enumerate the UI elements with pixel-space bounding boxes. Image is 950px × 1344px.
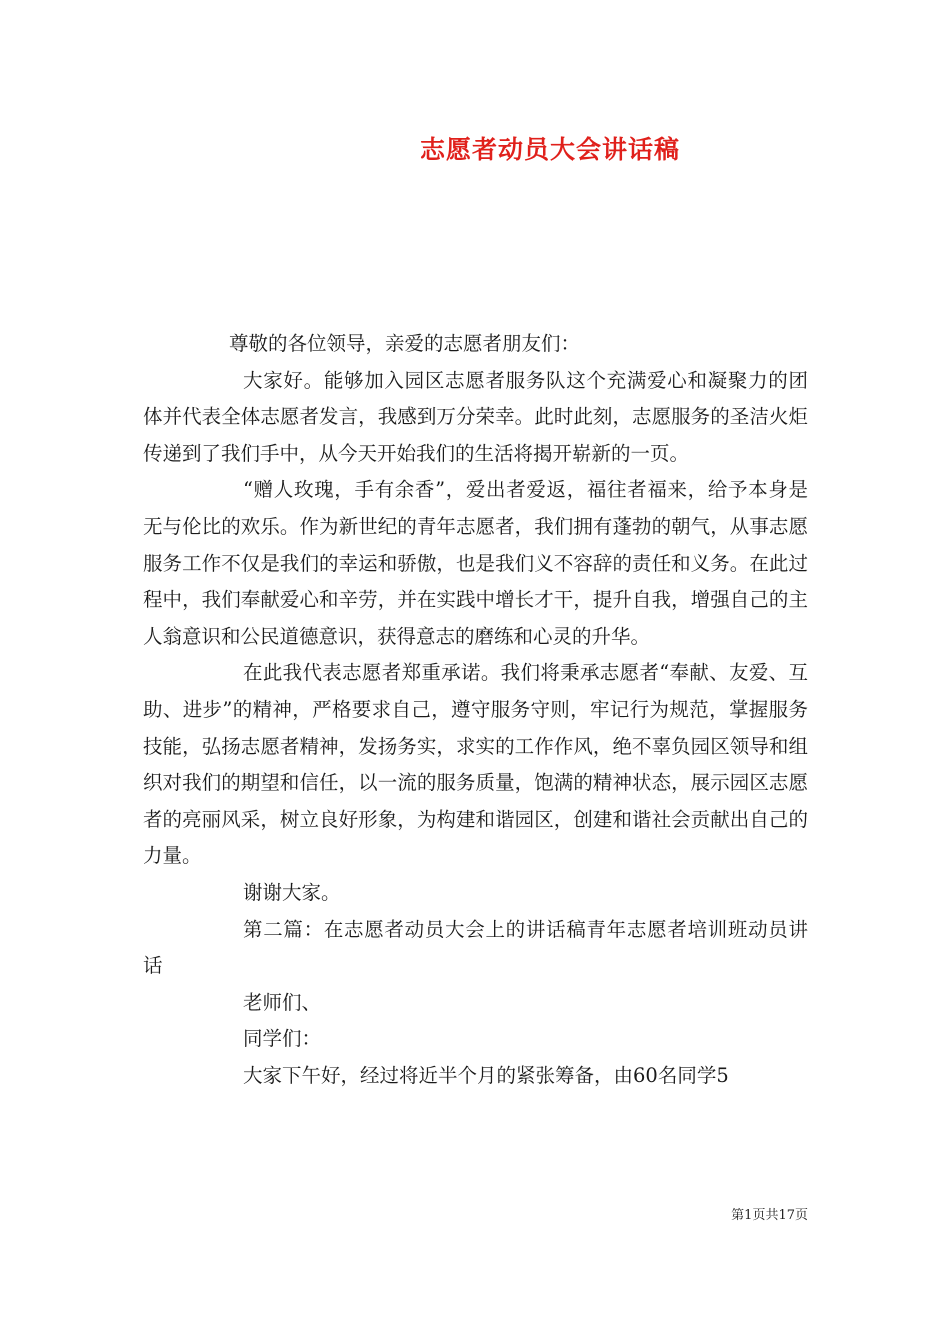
document-body xyxy=(143,326,808,1094)
page-number: 第1页共17页 xyxy=(731,1208,808,1223)
paragraph-opening: 大家下午好，经过将近半个月的紧张筹备，由60名同学5 xyxy=(243,1063,729,1087)
paragraph-thanks: 谢谢大家。 xyxy=(243,880,341,904)
paragraph-teachers: 老师们、 xyxy=(243,990,322,1014)
document-title: 志愿者动员大会讲话稿 xyxy=(419,135,680,164)
paragraph-roses: “赠人玫瑰，手有余香”，爱出者爱返，福往者福来，给予本身是无与伦比的欢乐。作为新世纪的青年志愿者，我们拥有蓬勃的朝气，从事志愿服务工作不仅是我们的幸运和骄傲，也是我们义不容辞的责任和义务。在此过程中，我们奉献爱心和辛劳，并在实践中增长才干，提升自我，增强自己的主人翁意识和公民道德意识，获得意志的磨练和心灵的升华。 xyxy=(143,478,808,648)
salutation: 尊敬的各位领导，亲爱的志愿者朋友们： xyxy=(229,332,581,355)
paragraph-second-title: 第二篇：在志愿者动员大会上的讲话稿青年志愿者培训班动员讲话 xyxy=(143,917,808,978)
paragraph-greeting: 大家好。能够加入园区志愿者服务队这个充满爱心和凝聚力的团体并代表全体志愿者发言，我感到万分荣幸。此时此刻，志愿服务的圣洁火炬传递到了我们手中，从今天开始我们的生活将揭开崭新的一页。 xyxy=(143,368,808,465)
paragraph-pledge: 在此我代表志愿者郑重承诺。我们将秉承志愿者“奉献、友爱、互助、进步”的精神，严格要求自己，遵守服务守则，牢记行为规范，掌握服务技能，弘扬志愿者精神，发扬务实，求实的工作作风，绝不辜负园区领导和组织对我们的期望和信任，以一流的服务质量，饱满的精神状态，展示园区志愿者的亮丽风采，树立良好形象，为构建和谐园区，创建和谐社会贡献出自己的力量。 xyxy=(143,661,808,868)
paragraph-students: 同学们： xyxy=(243,1027,322,1051)
